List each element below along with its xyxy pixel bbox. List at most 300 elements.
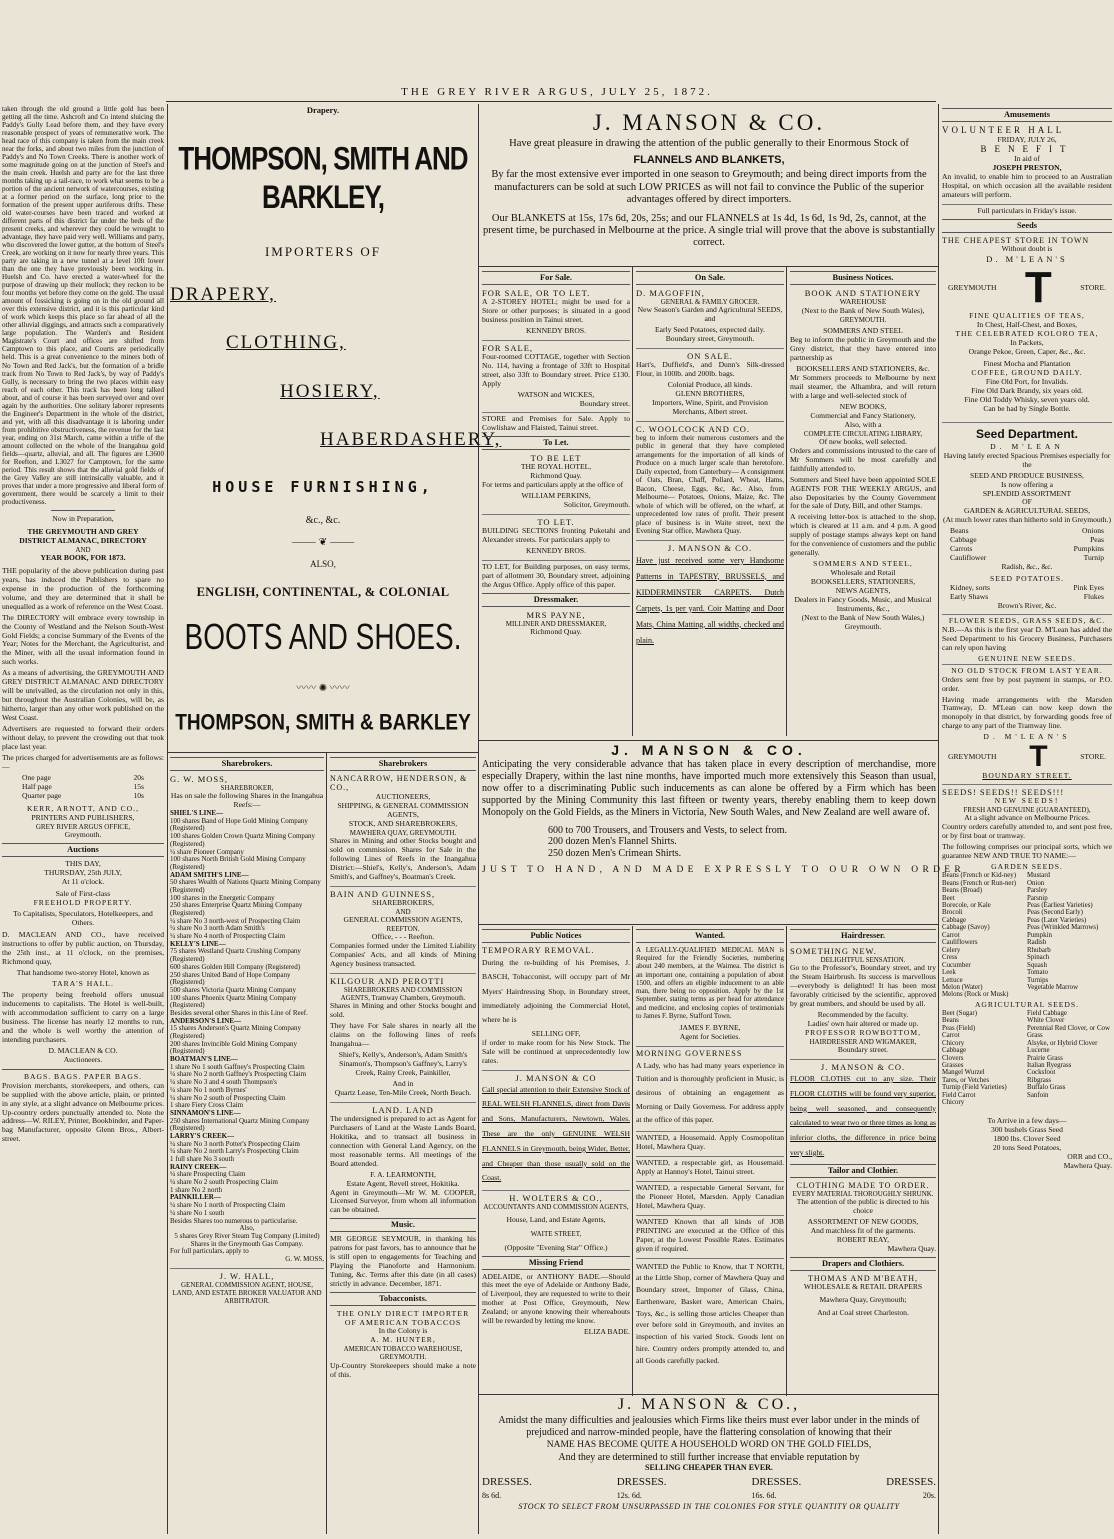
section-header-tobacconists: Tobacconists.: [330, 1292, 476, 1306]
list-item: 100 shares North British Gold Mining Company (Registered): [170, 855, 306, 871]
ad-line: And in: [392, 1078, 414, 1088]
ad-line: AND: [395, 907, 411, 916]
rate-table: [2, 774, 164, 801]
ad-line: And at Coal street Charleston.: [817, 1308, 909, 1318]
ad-line: D. M'LEAN'S: [983, 732, 1071, 742]
ad-heading: J. MANSON & CO: [482, 1070, 630, 1083]
ad-heading: SEEDS! SEEDS!! SEEDS!!!: [942, 784, 1112, 797]
ad-text: Agent in Greymouth—Mr W. M. COOPER, Licensed Surveyor, from whom all information can be obtained.: [330, 1187, 476, 1215]
ad-line: Early Seed Potatoes, expected daily.: [654, 325, 765, 335]
ad-line: Fine Old Toddy Whisky, seven years old.: [964, 394, 1090, 404]
house-furnishing: HOUSE FURNISHING,: [212, 478, 434, 497]
list-item: Spinach: [1027, 954, 1050, 962]
auction-hotel-name: TARA'S HALL.: [52, 979, 114, 989]
ad-text: Having made arrangements with the Marsden Tramway, D. M'Lean can now keep down the monopoly in that district, by forwarding goods free of charge to any part of the Tramway line.: [942, 694, 1112, 731]
ad-line: Full particulars in Friday's issue.: [942, 204, 1112, 216]
ad-heading: THE ONLY DIRECT IMPORTER OF AMERICAN TOBACCOS: [336, 1308, 470, 1328]
list-item: Beans (French or Kid-ney): [942, 872, 1017, 880]
veg-row: Beans Onions: [950, 526, 1104, 536]
list-item: Mustard: [1027, 872, 1050, 880]
list-item: Clovers: [942, 1054, 964, 1062]
ad-heading: FOR SALE,: [482, 340, 630, 353]
section-header-public: Public Notices: [482, 929, 630, 943]
share-line-heading: SINNAMON'S LINE—: [170, 1108, 241, 1117]
ad-line: SOMMERS AND STEEL,: [813, 559, 913, 569]
ad-line: Commercial and Fancy Stationery,: [810, 410, 916, 420]
firm-name-large: THOMPSON, SMITH AND BARKLEY,: [178, 139, 468, 216]
greymouth-t-store-2: [948, 742, 1106, 772]
ad-heading: KILGOUR AND PEROTTI: [330, 973, 476, 986]
share-line-heading: SHIEL'S LINE—: [170, 809, 224, 818]
masthead-rule: [166, 101, 936, 102]
ad-heading: J. MANSON & CO.: [636, 540, 784, 553]
potato-table: [942, 584, 1112, 602]
ad-line: Of new books, well selected.: [819, 436, 907, 446]
ad-signature: F. A. LEARMONTH,: [370, 1169, 436, 1179]
column-rule: [478, 104, 479, 1534]
t-letter: T: [1024, 263, 1052, 313]
ad-line: GENERAL COMMISSION AGENTS,: [343, 914, 463, 924]
ad-line: Fine Old Dark Brandy, six years old.: [971, 385, 1083, 395]
ad-heading: ON SALE.: [636, 348, 784, 361]
share-items: [170, 1141, 324, 1164]
ad-heading: THE CHEAPEST STORE IN TOWN: [942, 235, 1090, 245]
list-item: Tomato: [1027, 969, 1048, 977]
preparation-notice: Now in Preparation,: [52, 513, 114, 523]
ad-text: Shiel's, Kelly's, Anderson's, Adam Smith's Sinamon's, Thompson's Gaffney's, Larry's Creek, Rainy Creek, Painkiller,: [338, 1050, 468, 1078]
ad-text: WANTED, a respectable girl, as Housemaid. Apply at Hannoy's Hotel, Tainui street.: [636, 1157, 784, 1176]
list-item: White Clover: [1027, 1017, 1065, 1025]
ad-line: MAWHERA QUAY, GREYMOUTH.: [349, 828, 457, 837]
ad-line: And matchless fit of the garments.: [810, 1226, 916, 1236]
ad-line: STORE.: [1080, 751, 1106, 761]
manson-title: J. MANSON & CO.: [611, 742, 807, 758]
ad-line: WHOLESALE & RETAIL DRAPERS: [803, 1282, 923, 1292]
almanac-title-3: YEAR BOOK, FOR 1873.: [40, 552, 126, 562]
veg-row: Cauliflower Turnip: [950, 553, 1104, 563]
list-item: Buffalo Grass: [1027, 1084, 1066, 1092]
agri-seed-table: [942, 1010, 1112, 1114]
share-line-heading: BOATMAN'S LINE—: [170, 1055, 238, 1064]
on-sale-column: [636, 268, 784, 738]
ad-line: D. M'LEAN: [990, 441, 1064, 451]
ad-text: Country orders carefully attended to, and sent post free, or by first boat or tramway.: [942, 822, 1112, 841]
list-item: 100 shares Golden Crown Quartz Mining Company (Registered): [170, 832, 316, 848]
almanac-paragraph: Advertisers are requested to forward their orders without delay, to prevent the crowding out that took place last year.: [2, 724, 164, 751]
ad-text: Mr Sommers proceeds to Melbourne by next mail steamer, the Alhambra, and will return with a large and well-selected stock of: [790, 372, 936, 400]
ad-line: EVERY MATERIAL THOROUGHLY SHRUNK.: [792, 1190, 934, 1199]
ad-heading: TO BE LET: [530, 453, 582, 464]
list-item: 1 full share No 3 south: [170, 1155, 234, 1164]
list-item: Cabbage (Savoy): [942, 924, 990, 932]
almanac-paragraph: THE popularity of the above publication during past years, has induced the Publishers to spare no expense in the production of the forthcoming volume, and they are determined that it shall be unequalled as a work of reference on the West Coast.: [2, 565, 164, 611]
ad-signature: ORR and CO.,: [1067, 1152, 1112, 1161]
list-item: Beet (Sugar): [942, 1009, 978, 1017]
section-header-for-sale: For Sale.: [482, 271, 630, 285]
ad-line: Without doubt is: [1001, 244, 1053, 254]
ad-line: WAITE STREET,: [530, 1230, 582, 1239]
ad-line: SHIPPING, & GENERAL COMMISSION AGENTS,: [337, 800, 469, 819]
ad-heading: CLOTHING MADE TO ORDER.: [796, 1180, 930, 1190]
bags-heading: BAGS. BAGS. PAPER BAGS.: [2, 1069, 164, 1082]
list-item: Carrot: [942, 1032, 960, 1040]
ad-line: BOUNDARY STREET.: [982, 771, 1072, 781]
ad-line: BOOKSELLERS AND STATIONERS, &c.: [796, 363, 930, 373]
ad-heading: J. W. HALL,: [170, 1268, 324, 1281]
agri-seed-list-left: [942, 1010, 1027, 1114]
ad-line: Colonial Produce, all kinds.: [667, 379, 753, 389]
ad-text: Shares in Mining and other Stocks bought and sold on commission. Shares for Sale in the following Lines of Reefs in the Inangahua District:—Shiel's, Kelly's, Anderson's, Adam Smith's, and Gaffney's, Boatman's Creek.: [330, 835, 476, 881]
list-item: Rhubarb: [1027, 946, 1051, 954]
ad-line: ACCOUNTANTS AND COMMISSION AGENTS,: [483, 1203, 629, 1212]
section-header-amusements: Amusements: [942, 108, 1112, 122]
list-item: Cocksfoot: [1027, 1069, 1056, 1077]
drapery-word: DRAPERY,: [170, 283, 276, 305]
ad-line: DELIGHTFUL SENSATION.: [820, 955, 906, 964]
list-item: Turnips: [1027, 976, 1049, 984]
ad-line: Ladies' own hair altered or made up.: [807, 1018, 919, 1028]
publisher-office: GREY RIVER ARGUS OFFICE,: [35, 822, 131, 831]
ad-line: FRIDAY, JULY 26,: [997, 134, 1057, 144]
ad-address: Solicitor, Greymouth.: [563, 500, 630, 510]
ad-text: Orders and commissions intrusted to the care of Mr Sommers will be most carefully and faithfully attended to.: [790, 445, 936, 473]
ad-heading: BOOK AND STATIONERY: [804, 287, 922, 298]
garden-seed-list-right: [1027, 872, 1112, 999]
ad-line: Quartz Lease, Ten-Mile Creek, North Beach.: [334, 1087, 472, 1097]
ad-text: Four-roomed COTTAGE, together with Section No. 114, having a frontage of 33ft to Hospital street, also 33ft to Boundary street. Price £130. Apply: [482, 351, 630, 388]
list-item: Peas (Earliest Varieties): [1027, 902, 1093, 909]
masthead: THE GREY RIVER ARGUS, JULY 25, 1872.: [401, 86, 713, 98]
ad-line: Office, - - - Reefton.: [371, 932, 435, 942]
manson-line: By far the most extensive ever imported in one season to Greymouth; and being direct imports from the manufacturers can be sold at such LOW PRICES as will not fail to convince the Public of the superior advantages offered by direct importers.: [491, 169, 927, 206]
ad-signature: GLENN BROTHERS,: [675, 388, 745, 398]
greymouth-t-store: [948, 263, 1106, 313]
share-line-heading: RAINY CREEK—: [170, 1162, 227, 1171]
ad-line: HAIRDRESSER AND WIGMAKER,: [809, 1037, 917, 1046]
ad-line: NEW SEEDS!: [994, 796, 1060, 806]
ad-text: The following comprises our principal sorts, which we guarantee NEW AND TRUE TO NAME:—: [942, 842, 1112, 861]
ad-line: 300 bushels Grass Seed: [991, 1125, 1063, 1135]
auction-line: Sale of First-class: [55, 888, 111, 898]
column-1: [2, 105, 164, 1535]
ad-text: FLOOR CLOTHS cut to any size. Their FLOOR CLOTHS will be found very superior, being well seasoned, and consequently calculated to wear two or three times as long as inferior cloths, the difference in price being very slight.: [790, 1074, 936, 1157]
ad-line: 1800 lbs. Clover Seed: [993, 1134, 1061, 1144]
list-item: Beans (French or Run-ner): [942, 879, 1017, 887]
ad-line: AGRICULTURAL SEEDS.: [974, 999, 1080, 1009]
ad-line: PROFESSOR ROWBOTTOM,: [804, 1027, 922, 1037]
garden-seed-list-left: [942, 872, 1027, 999]
ad-line: Orange Pekoe, Green, Caper, &c., &c.: [968, 346, 1086, 356]
ad-heading: THOMAS AND M'BEATH,: [807, 1274, 918, 1284]
list-item: Borecole, or Kale: [942, 902, 991, 909]
ad-line: In aid of: [1014, 154, 1040, 164]
ad-text: Companies formed under the Limited Liability Companies' Acts, and all kinds of Mining Agency business transacted.: [330, 940, 476, 968]
rate-row: Half page 15s: [22, 781, 144, 791]
list-item: Chicory: [942, 1039, 965, 1047]
list-item: Lucerne: [1027, 1047, 1050, 1055]
boots-and-shoes: BOOTS AND SHOES.: [184, 616, 462, 657]
manson-item: 600 to 700 Trousers, and Trousers and Vests, to select from.: [548, 824, 787, 836]
list-item: ¼ share No 3 north Adam Smith's: [170, 924, 265, 933]
share-apply: For full particulars, apply to: [170, 1247, 249, 1256]
list-item: Chicory: [942, 1099, 965, 1107]
share-signature: G. W. MOSS,: [285, 1254, 324, 1263]
manson-line: Our BLANKETS at 15s, 17s 6d, 20s, 25s; and our FLANNELS at 1s 4d, 1s 6d, 1s 9d, 2s, cannot, at the present time, be purchased in Melbourne at the price. A single trial will prove that the above is substantially correct.: [483, 212, 935, 249]
ad-text: N.B.—As this is the first year D. M'Lean has added the Seed Department to his Grocery Business, Purchasers can rely upon having: [942, 624, 1112, 652]
ad-heading: BAIN AND GUINNESS,: [330, 886, 476, 899]
list-item: Field Cabbage: [1027, 1009, 1067, 1017]
ornament: 〰〰 ✺ 〰〰: [296, 682, 350, 694]
english-continental-line: ENGLISH, CONTINENTAL, & COLONIAL: [196, 585, 450, 600]
share-items: [170, 818, 324, 872]
haberdashery-word: HABERDASHERY,: [320, 428, 502, 450]
ad-line: Estate Agent, Revell street, Hokitika.: [346, 1178, 460, 1188]
ad-line: Has on sale the following Shares in the Inangahua Reefs:—: [170, 791, 324, 810]
section-header-sharebrokers-2: Sharebrokers: [330, 757, 476, 771]
ad-text: Up-Country Storekeepers should make a note of this.: [330, 1360, 476, 1379]
ad-heading: SOMETHING NEW.: [790, 945, 877, 956]
column-7: [942, 105, 1112, 1535]
ad-line: In the Colony is: [378, 1326, 428, 1336]
ad-line: Finest Mocha and Plantation: [983, 358, 1071, 368]
dress-price: DRESSES. 12s. 6d.: [616, 1475, 667, 1500]
sharebrokers-column-1: [170, 754, 324, 1536]
ad-address: Richmond Quay.: [530, 626, 582, 636]
section-rule: [479, 740, 939, 741]
list-item: Vegetable Marrow: [1027, 983, 1079, 991]
ad-address: Mawhera Quay.: [887, 1244, 936, 1254]
list-item: Peas (Second Early): [1027, 909, 1083, 917]
business-notices-column: [790, 268, 936, 738]
ad-text: Importers, Wine, Spirit, and Provision Merchants, Albert street.: [652, 397, 768, 416]
ad-text: WANTED, a respectable General Servant, for the Pioneer Hotel, Marsden. Apply Canadian Hotel, Mawhera Quay.: [636, 1182, 784, 1210]
dress-price: DRESSES. 8s 6d.: [482, 1475, 532, 1500]
ad-signature: ROBERT REAY,: [836, 1235, 890, 1245]
list-item: Cucumber: [942, 961, 971, 969]
ad-line: Recommended by the faculty.: [817, 1009, 909, 1019]
manson-line: SELLING CHEAPER THAN EVER.: [645, 1463, 773, 1473]
section-rule: [479, 1394, 939, 1395]
publisher-town: Greymouth.: [64, 829, 102, 839]
auction-line: To Capitalists, Speculators, Hotelkeepers, and Others.: [13, 909, 153, 928]
list-item: Turnip (Field Varieties): [942, 1084, 1007, 1092]
ad-line: THE CELEBRATED KOLORO TEA,: [955, 329, 1099, 339]
column-rule: [326, 752, 327, 1534]
veg-row: Carrots Pumpkins: [950, 544, 1104, 554]
list-item: ¼ share Pioneer Company: [170, 847, 244, 856]
list-item: Cauliflowers: [942, 939, 978, 947]
ad-line: (Next to the Bank of New South Wales),: [801, 305, 925, 315]
section-header-dressmaker: Dressmaker.: [482, 593, 630, 607]
drapery-ad: [170, 105, 502, 750]
list-item: Squash: [1027, 961, 1047, 969]
almanac-title-2: DISTRICT ALMANAC, DIRECTORY: [19, 535, 147, 545]
ad-line: Dealers in Fancy Goods, Music, and Musical Instruments, &c.,: [794, 595, 932, 613]
auction-paragraph: D. MACLEAN AND CO., have received instructions to offer by public auction, on Thursday, the 25th inst., at 11 o'clock, on the premises, Richmond quay,: [2, 930, 164, 967]
ad-line: Mawhera Quay, Greymouth;: [819, 1295, 907, 1305]
list-item: Peas (Later Varieties): [1027, 916, 1087, 924]
almanac-paragraph: The prices charged for advertisements are as follows:—: [2, 752, 165, 771]
manson-paragraph: Anticipating the very considerable advance that has taken place in every description of merchandise, more especially Drapery, within the last nine months, have imported much more extensively this Season than usual, now offer to a discriminating Public such inducements as can alone be offered by a Firm which has been supported by the Mining Community this last fifteen or twenty years, thereby enabling them to keep down Monopoly on the Gold Fields, as the Miners in Victoria, New South Wales, and New Zealand are well aware of.: [482, 758, 936, 818]
list-item: Peas (Field): [942, 1024, 976, 1032]
ad-line: FINE QUALITIES OF TEAS,: [969, 311, 1085, 321]
share-line-heading: KELLY'S LINE—: [170, 939, 226, 948]
manson-item: 250 dozen Men's Crimean Shirts.: [548, 848, 682, 860]
list-item: 1 share Fiery Cross Claim: [170, 1101, 244, 1110]
ad-heading: VOLUNTEER HALL: [942, 124, 1065, 135]
ad-line: GARDEN SEEDS.: [991, 862, 1063, 872]
ad-line: MILLINER AND DRESSMAKER,: [505, 619, 607, 628]
ad-text: WANTED, a Housemaid. Apply Cosmopolitan Hotel, Mawhera Quay.: [636, 1133, 784, 1151]
ad-signature: JAMES F. BYRNE,: [679, 1023, 741, 1033]
list-item: 200 shares Invincible Gold Mining Company (Registered): [170, 1039, 297, 1056]
ad-text: During the re-building of his Premises, J. BASCH, Tobacconist, will occupy part of Mr Myers' Hairdressing Shop, in Boundary street, immediately adjoining the Commercial Hotel, where he is: [482, 957, 630, 1025]
ad-text: A Lady, who has had many years experience in Tuition and is thoroughly proficient in Music, is desirous of obtaining an engagement as Morning or Daily Governess. For address apply at the office of this paper.: [636, 1060, 784, 1125]
ad-line: SHAREBROKER,: [220, 783, 274, 792]
list-item: Besides several other Shares in this Line of Reef.: [170, 1008, 308, 1017]
section-header-seeds: Seeds: [942, 219, 1112, 233]
list-item: Onion: [1027, 879, 1045, 887]
ad-text: Orders sent free by post payment in stamps, or P.O. order.: [942, 674, 1112, 693]
list-item: Mangel Wurzel: [942, 1069, 985, 1077]
auctioneer-name: D. MACLEAN & CO.: [48, 1045, 118, 1055]
auction-paragraph: The property being freehold offers unusual inducements to capitalists. The Hotel is well-built, with accommodation sufficient to carry on a large business. The license has nearly 12 months to run, and the whole is well worthy the attention of intending purchasers.: [2, 990, 164, 1044]
ad-text: Call special attention to their Extensive Stock of REAL WELSH FLANNELS, direct from Davis and Sons, Manufacturers, Newtown, Wales. These are the only GENUINE WELSH FLANNELS in Greymouth, being Wider, Better, and Cheaper than those usually sold on the Coast.: [482, 1084, 630, 1183]
garden-seed-table: [942, 872, 1112, 999]
ad-heading: FOR SALE, OR TO LET.: [482, 287, 591, 298]
list-item: 500 shares Victoria Quartz Mining Company: [170, 985, 297, 994]
pot-row: Early Shaws Flukes: [950, 592, 1104, 601]
dress-price: DRESSES. 16s. 6d.: [751, 1475, 802, 1500]
list-item: 250 shares Enterprise Quartz Mining Company (Registered): [170, 901, 303, 918]
ad-line: REEFTON.: [386, 924, 420, 933]
list-item: ¼ share No 3 and 4 south Thompson's: [170, 1078, 277, 1087]
list-item: Leek: [942, 969, 956, 977]
column-rule: [938, 104, 939, 1534]
list-item: 100 shares in the Energetic Company: [170, 893, 275, 902]
firm-name-bottom: THOMPSON, SMITH & BARKLEY: [175, 711, 471, 736]
ad-line: A. M. HUNTER,: [370, 1335, 436, 1345]
ad-heading: J. MANSON & CO.: [790, 1059, 936, 1072]
ad-line: Fine Old Port, for Invalids.: [985, 376, 1069, 386]
column-rule: [632, 266, 633, 736]
ad-text: The attention of the public is directed to his choice: [796, 1197, 930, 1216]
ad-signature: ELIZA BADE.: [584, 1327, 630, 1337]
list-item: Alsyke, or Hybrid Clover: [1027, 1039, 1098, 1047]
list-item: ¼ share No 3 north Potter's Prospecting Claim: [170, 1139, 300, 1148]
ad-line: GREYMOUTH: [948, 751, 997, 761]
ad-line: GENUINE NEW SEEDS.: [978, 653, 1076, 663]
list-item: Radish: [1027, 939, 1047, 947]
auction-line: FREEHOLD PROPERTY.: [33, 897, 133, 907]
mining-article: taken through the old ground a little gold has been getting all the time. Ashcroft and Co intend sluicing the Paddy's Gully Lead before them, and they have every reasonable prospect of years of remunerative work. The head race of this company is taken from the main creek near the forks, and about two miles from the junction of Paddy's and No Town Creeks. There is another work of some magnitude going on at the junction of Steel's and the main creek. Huelsh and party are for the last three months taking up a tail-race, to work what seems to be a portion of the ancient network of watercourses, existing at a former period on the surface, long prior to the formation of the present upper auriferous drifts. These old water-courses have been traced and worked at different parts of this district far under the beds of the present creeks, and wherever they could be wrought to advantage, they have paid very well. Williams and party, who discovered the lower gutter, at the bottom of Steel's Creek, are working on it now for nearly three years. This party are taking in a new tunnel at a level 10ft lower than the one they have previously been working in. Huelsh and Co. have erected a water-wheel for the purpose of drawing up their mullock; they reckon to be four months yet before they come on the gold. The usual amount of fossicking is going on in the old ground all over this extensive district, and it is this particular kind of work which keeps this place so far ahead of all the other alluvial diggings, and attracts such a comparatively large population. The Warden's and Resident Magistrate's Court and offices are shifted from Camptown to this place, and Courts are periodically held. This is a great convenience to the miners both of No Town and Red Jack's, but the formation of a bridle track from No Town to Red Jack's, by way of Paddy's Gully, is necessary to bring the two places within easy reach of each other. This track has been long talked about, and of course it has been surveyed over and over again by the authorities. One solitary laborer represents the Engineer's Department in the whole of the district, and yet, with all this disadvantage it is laboring under from prohibitive obstructiveness, the revenue for the last year, ending on 31st March, came within a trifle of the amount collected on the whole of the Inangahua gold fields—quartz, alluvial, and all. The figures are L3600 for Reefton, and L3027 for Camptown, for the same period. This result shows that the alluvial gold fields of the Grey Valley are still intrinsically valuable, and it proves that under a more progressive and liberal form of government, there would be scarcely a limit to their productiveness.: [2, 105, 164, 506]
manson-paragraph: Amidst the many difficulties and jealousies which Firms like theirs must ever labor under in the minds of prejudiced and narrow-minded people, have the flattering consolation of knowing that their: [498, 1414, 920, 1438]
list-item: 1 share No 1 south Gaffney's Prospecting Claim: [170, 1062, 305, 1071]
share-items: [170, 948, 324, 1017]
list-item: Sanfoin: [1027, 1091, 1049, 1099]
ad-line: ASSORTMENT OF NEW GOODS,: [807, 1217, 919, 1227]
list-item: [1027, 1099, 1112, 1106]
ad-line: BOOKSELLERS, STATIONERS,: [810, 577, 916, 587]
ad-text: (At much lower rates than hitherto sold in Greymouth.): [942, 515, 1112, 525]
ad-line: STORE.: [1080, 282, 1106, 292]
ad-text: Having lately erected Spacious Premises especially for the: [943, 450, 1111, 469]
ad-text: They have For Sale shares in nearly all the claims on the following lines of reefs Inangahua—: [330, 1021, 476, 1049]
section-header-drapery: Drapery.: [306, 105, 340, 115]
ad-text: A LEGALLY-QUALIFIED MEDICAL MAN is Required for the Friendly Societies, numbering about 240 members, at the Waimea. The district is an important one, containing a population of about 1500, and offers an eligible inducement to an able man, there being no opposition. Apply by the 1st September, stating terms as per head for attendance and medicine, and enclosing copies of testimonials to James F. Byrne, Stafford Town.: [636, 945, 784, 1020]
list-item: 15 shares Anderson's Quartz Mining Company (Registered): [170, 1024, 301, 1041]
list-item: Beans: [942, 1017, 959, 1025]
ad-line: SPLENDID ASSORTMENT: [982, 488, 1072, 498]
list-item: ¼ share No 2 north Larry's Prospecting Claim: [170, 1147, 299, 1156]
ad-line: BENEFIT: [980, 144, 1074, 155]
ad-line: SOMMERS AND STEEL: [823, 326, 903, 336]
manson-stock-line: STOCK TO SELECT FROM UNSURPASSED IN THE COLONIES FOR STYLE QUANTITY OR QUALITY: [518, 1501, 900, 1511]
list-item: 75 shares Westland Quartz Crushing Company (Registered): [170, 947, 301, 964]
ad-line: GENERAL & FAMILY GROCER.: [660, 297, 760, 306]
ad-text: Beg to inform the public in Greymouth and the Grey district, that they have entered into partnership as: [790, 335, 936, 362]
ad-line: AMERICAN TOBACCO WAREHOUSE, GREYMOUTH.: [343, 1345, 463, 1362]
ad-line: Also, with a: [844, 419, 882, 429]
ad-text: WANTED the Public to Know, that T NORTH, at the Little Shop, corner of Mawhera Quay and Boundary street, Importer of Glass, China, Earthenware, Basket ware, American Chairs, Toys, &c., is selling those articles Cheaper than ever before sold in Greymouth, and invites an inspection of his varied Stock. Goods lent on hire. Country orders promptly attended to, and all Goods carefully packed.: [636, 1258, 784, 1367]
pot-row: Kidney, sorts Pink Eyes: [950, 583, 1104, 593]
section-header-to-let: To Let.: [482, 436, 630, 450]
ad-text: The undersigned is prepared to act as Agent for Purchasers of Land at the Waste Lands Board, Hokitika, and to transact all business in connection with General Land Agency, on the most reasonable terms. All meetings of the Board attended.: [330, 1113, 476, 1168]
manson-top-ad: [482, 105, 936, 265]
manson-title: J. MANSON & CO.: [592, 110, 826, 135]
ad-heading: NANCARROW, HENDERSON, & CO.,: [330, 773, 468, 793]
section-header-on-sale: On Sale.: [636, 271, 784, 285]
list-item: Prairie Grass: [1027, 1054, 1063, 1062]
list-item: Field Carrot: [942, 1091, 976, 1099]
list-item: Carrot: [942, 931, 960, 939]
ad-line: STOCK, AND SHAREBROKERS,: [348, 818, 458, 828]
manson-flannels: FLANNELS AND BLANKETS,: [633, 153, 785, 166]
list-item: Melons (Rock or Musk): [942, 991, 1009, 999]
ad-line: SELLING OFF,: [531, 1028, 581, 1038]
ad-line: SHAREBROKERS AND COMMISSION AGENTS, Tramway Chambers, Greymouth.: [340, 985, 466, 1003]
list-item: ¼ share No 2 south of Prospecting Claim: [170, 1093, 286, 1102]
manson-line: And they are determined to still further increase that enviable reputation by: [558, 1451, 860, 1463]
list-item: ¼ share No 2 north Gaffney's Prospecting Claim: [170, 1070, 307, 1079]
list-item: Cabbage: [942, 1047, 967, 1055]
list-item: Pumpkin: [1027, 931, 1052, 939]
ad-address: Boundary street.: [579, 398, 630, 408]
list-item: ¼ share Prospecting Claim: [170, 1170, 246, 1179]
list-item: ¼ share No 2 south Prospecting Claim: [170, 1178, 278, 1187]
ad-line: FLOWER SEEDS, GRASS SEEDS, &C.: [942, 614, 1112, 626]
ad-text: For terms and particulars apply at the office of: [482, 480, 624, 490]
list-item: Italian Ryegrass: [1027, 1062, 1072, 1070]
list-item: Tares, or Vetches: [942, 1076, 990, 1084]
manson-line: Have great pleasure in drawing the attention of the public generally to their Enormous Stock of: [509, 138, 909, 150]
ad-heading: D. MAGOFFIN,: [636, 287, 705, 298]
bags-paragraph: Provision merchants, storekeepers, and others, can be supplied with the above article, plain, or printed in any style, at a slight advance on Melbourne prices. Up-country orders punctually attended to. Note the address—W. RILEY, Printer, Bookbinder, and Paper-bag Manufacturer, opposite Glenn Bros., Albert-street.: [2, 1080, 164, 1144]
seed-department-title: Seed Department.: [942, 422, 1112, 441]
ad-line: In Chest, Half-Chest, and Boxes,: [976, 320, 1078, 330]
ad-heading: MORNING GOVERNESS: [636, 1046, 784, 1059]
almanac-paragraph: The DIRECTORY will embrace every township in the County of Westland and the Nelson South-West Gold Fields; a concise Summary of the Events of the Year; Notes for the Merchant, the Agriculturist, and the Miner, with all the usual information found in such works.: [2, 612, 164, 667]
manson-item: 200 dozen Men's Flannel Shirts.: [548, 836, 677, 848]
manson-line: NAME HAS BECOME QUITE A HOUSEHOLD WORD ON THE GOLD FIELDS,: [546, 1440, 872, 1451]
manson-bottom-ad: [482, 1396, 936, 1536]
ad-text: An invalid, to enable him to proceed to an Australian Hospital, on which occasion all the available resident amateurs will perform.: [942, 171, 1112, 199]
list-item: Cabbage: [942, 916, 967, 924]
rate-row: One page 20s: [22, 772, 144, 782]
share-line-heading: LARRY'S CREEK—: [170, 1131, 235, 1140]
share-items: [170, 1171, 324, 1194]
ad-line: D. M'LEAN'S: [986, 254, 1068, 265]
